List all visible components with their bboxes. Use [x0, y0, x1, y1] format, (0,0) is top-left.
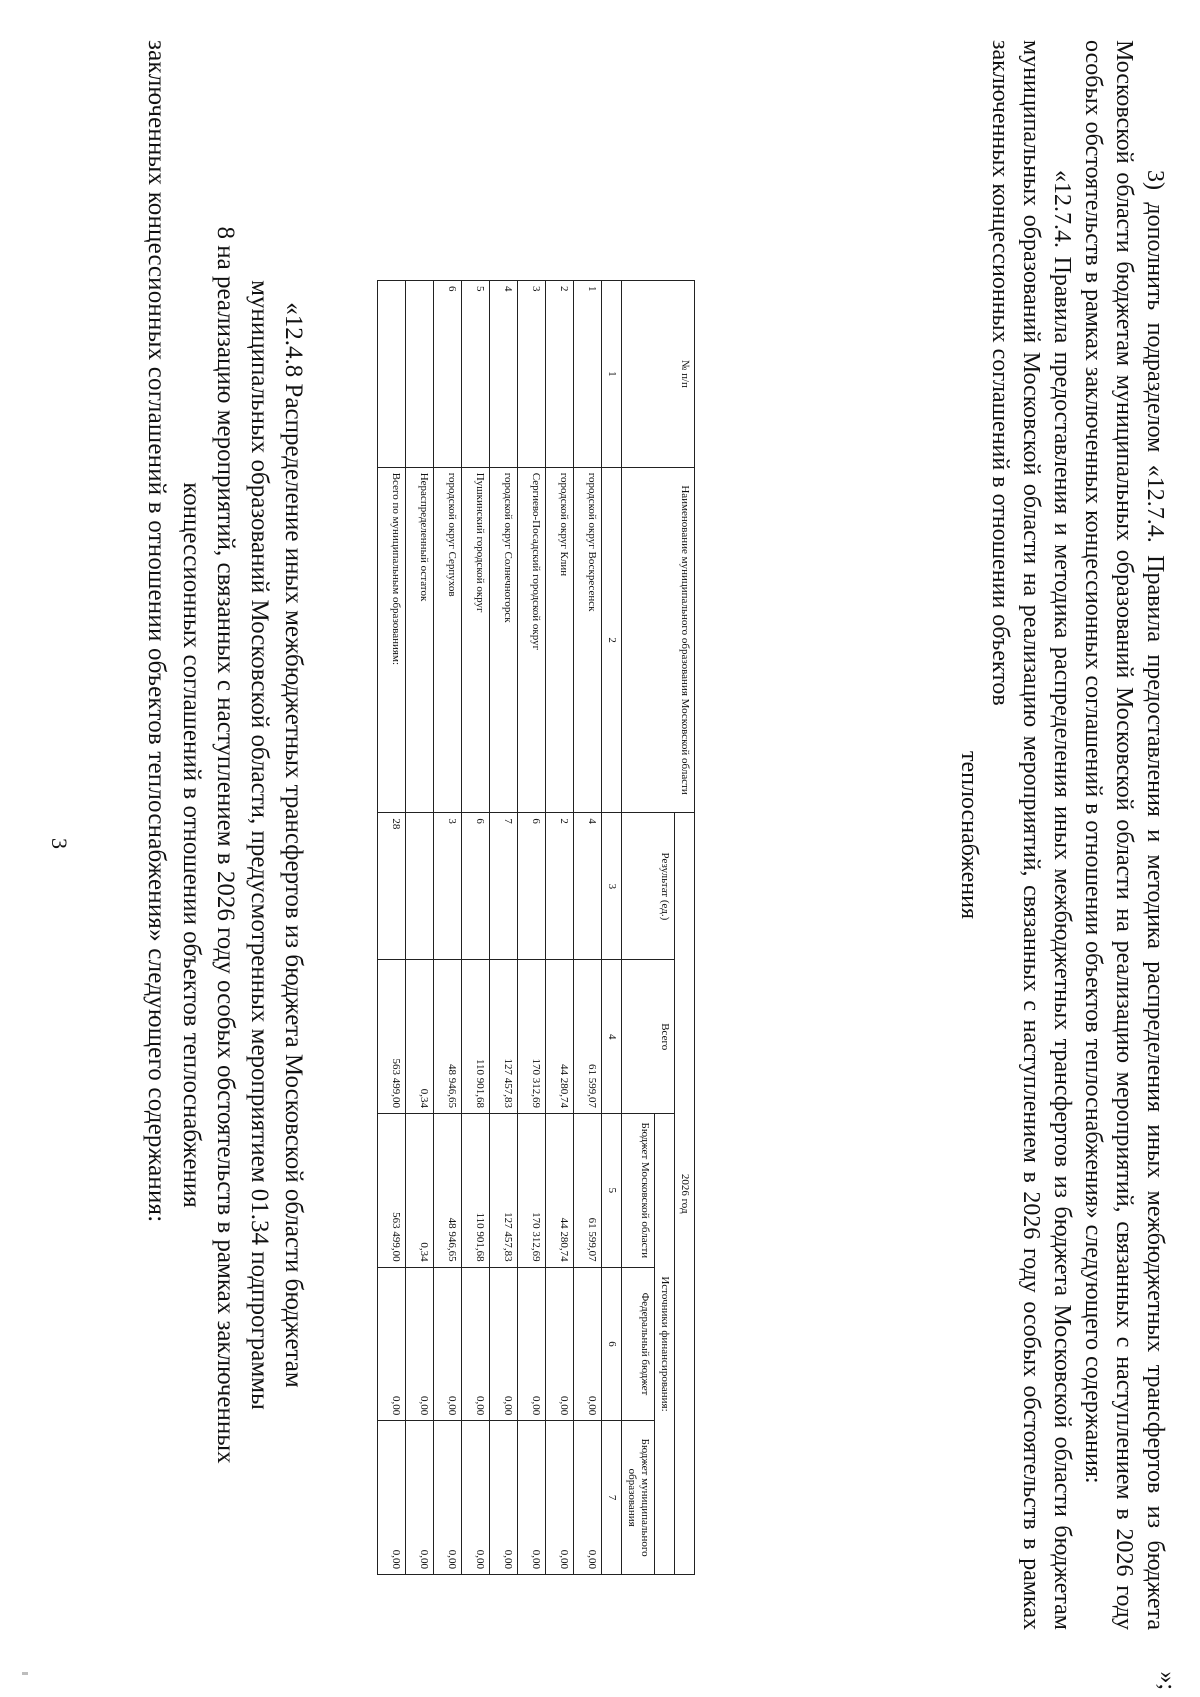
row-name: городской округ Солнечногорск	[490, 467, 518, 813]
row-budget-mo: 110 901,68	[462, 1114, 490, 1268]
table-row	[462, 281, 490, 1575]
row-total: 563 499,00	[378, 960, 406, 1114]
row-total: 170 312,69	[518, 960, 546, 1114]
row-name: Всего по муниципальным образованиям:	[378, 467, 406, 813]
row-result: 6	[518, 813, 546, 960]
rotated-page-content	[90, 40, 1190, 1690]
row-budget-mo: 44 280,74	[546, 1114, 574, 1268]
header-sources: Источники финансирования:	[655, 1114, 675, 1575]
row-result: 3	[434, 813, 462, 960]
row-total: 61 599,07	[574, 960, 602, 1114]
row-total: 0,34	[406, 960, 434, 1114]
table-row	[574, 281, 602, 1575]
scan-mark	[22, 1672, 28, 1675]
row-federal: 0,00	[434, 1267, 462, 1421]
row-municipal: 0,00	[378, 1421, 406, 1575]
table-row	[490, 281, 518, 1575]
column-number: 4	[602, 960, 622, 1114]
distribution-table	[377, 280, 695, 1575]
table-row	[518, 281, 546, 1575]
row-municipal: 0,00	[546, 1421, 574, 1575]
row-result: 7	[490, 813, 518, 960]
row-federal: 0,00	[518, 1267, 546, 1421]
row-result: 6	[462, 813, 490, 960]
row-name: городской округ Воскресенск	[574, 467, 602, 813]
row-name: городской округ Клин	[546, 467, 574, 813]
row-num: 5	[462, 281, 490, 468]
row-result: 2	[546, 813, 574, 960]
row-num	[378, 281, 406, 468]
row-result	[406, 813, 434, 960]
column-numbers-row	[602, 281, 622, 1575]
column-number: 3	[602, 813, 622, 960]
row-num: 2	[546, 281, 574, 468]
heading-line: «12.4.8 Распределение иных межбюджетных трансфертов из бюджета Московской области бюджетам	[280, 302, 307, 1388]
row-federal: 0,00	[574, 1267, 602, 1421]
intro-line: заключенных концессионных соглашений в отношении объектов теплоснабжения» следующего содержания:	[143, 40, 170, 1223]
row-name: Пушкинский городской округ	[462, 467, 490, 813]
header-year: 2026 год	[675, 813, 695, 1575]
header-budget-mo: Бюджет Московской области	[622, 1114, 655, 1268]
section-title-end: теплоснабжения	[956, 751, 982, 919]
table-total-row	[378, 281, 406, 1575]
row-federal: 0,00	[490, 1267, 518, 1421]
row-municipal: 0,00	[518, 1421, 546, 1575]
row-total: 110 901,68	[462, 960, 490, 1114]
row-num	[406, 281, 434, 468]
row-budget-mo: 170 312,69	[518, 1114, 546, 1268]
row-federal: 0,00	[462, 1267, 490, 1421]
column-number: 7	[602, 1421, 622, 1575]
table-row	[434, 281, 462, 1575]
row-municipal: 0,00	[574, 1421, 602, 1575]
column-number: 2	[602, 467, 622, 813]
row-total: 48 946,65	[434, 960, 462, 1114]
row-result: 28	[378, 813, 406, 960]
header-total: Всего	[622, 960, 675, 1114]
header-result: Результат (ед.)	[622, 813, 675, 960]
row-result: 4	[574, 813, 602, 960]
row-num: 3	[518, 281, 546, 468]
heading-line: муниципальных образований Московской области, предусмотренных мероприятием 01.34 подпрограммы	[246, 280, 273, 1410]
header-municipal: Бюджет муниципального образования	[622, 1421, 655, 1575]
column-number: 6	[602, 1267, 622, 1421]
row-num: 4	[490, 281, 518, 468]
row-name: Сергиево-Посадский городской округ	[518, 467, 546, 813]
row-name: городской округ Серпухов	[434, 467, 462, 813]
row-total: 127 457,83	[490, 960, 518, 1114]
row-budget-mo: 61 599,07	[574, 1114, 602, 1268]
row-total: 44 280,74	[546, 960, 574, 1114]
heading-line: концессионных соглашений в отношении объектов теплоснабжения	[178, 482, 205, 1208]
paragraph-3: 3) дополнить подразделом «12.7.4. Правила предоставления и методика распределения иных межбюджетных трансфертов из бюджета Московской области бюджетам муниципальных образований Московской области на реализацию мероприятий, связанных с наступлением в 2026 году особых обстоятельств в рамках заключенных концессионных соглашений в отношении объектов теплоснабжения» следующего содержания:	[1080, 40, 1168, 1630]
row-federal: 0,00	[546, 1267, 574, 1421]
row-municipal: 0,00	[462, 1421, 490, 1575]
page-number: 3	[47, 838, 72, 849]
closing-quote: »;	[1154, 1671, 1180, 1690]
row-num: 1	[574, 281, 602, 468]
row-municipal: 0,00	[490, 1421, 518, 1575]
row-num: 6	[434, 281, 462, 468]
body-text	[953, 40, 1170, 1630]
column-number: 5	[602, 1114, 622, 1268]
row-federal: 0,00	[406, 1267, 434, 1421]
row-municipal: 0,00	[406, 1421, 434, 1575]
header-name: Наименование муниципального образования Московской области	[622, 467, 695, 813]
row-name: Нераспределенный остаток	[406, 467, 434, 813]
row-municipal: 0,00	[434, 1421, 462, 1575]
row-budget-mo: 0,34	[406, 1114, 434, 1268]
heading-line: 8 на реализацию мероприятий, связанных с наступлением в 2026 году особых обстоятельств в рамках заключенных	[212, 226, 239, 1464]
column-number: 1	[602, 281, 622, 468]
section-heading	[174, 130, 310, 1560]
row-budget-mo: 127 457,83	[490, 1114, 518, 1268]
table-row	[406, 281, 434, 1575]
header-num: № п/п	[622, 281, 695, 468]
row-federal: 0,00	[378, 1267, 406, 1421]
row-budget-mo: 563 499,00	[378, 1114, 406, 1268]
table-row	[546, 281, 574, 1575]
header-federal: Федеральный бюджет	[622, 1267, 655, 1421]
row-budget-mo: 48 946,65	[434, 1114, 462, 1268]
section-title: «12.7.4. Правила предоставления и методика распределения иных межбюджетных трансфертов из бюджета Московской области бюджетам муниципальных образований Московской области на реализацию мероприятий, связанных с наступлением в 2026 году особых обстоятельств в рамках заключенных концессионных соглашений в отношении объектов	[987, 40, 1075, 1630]
